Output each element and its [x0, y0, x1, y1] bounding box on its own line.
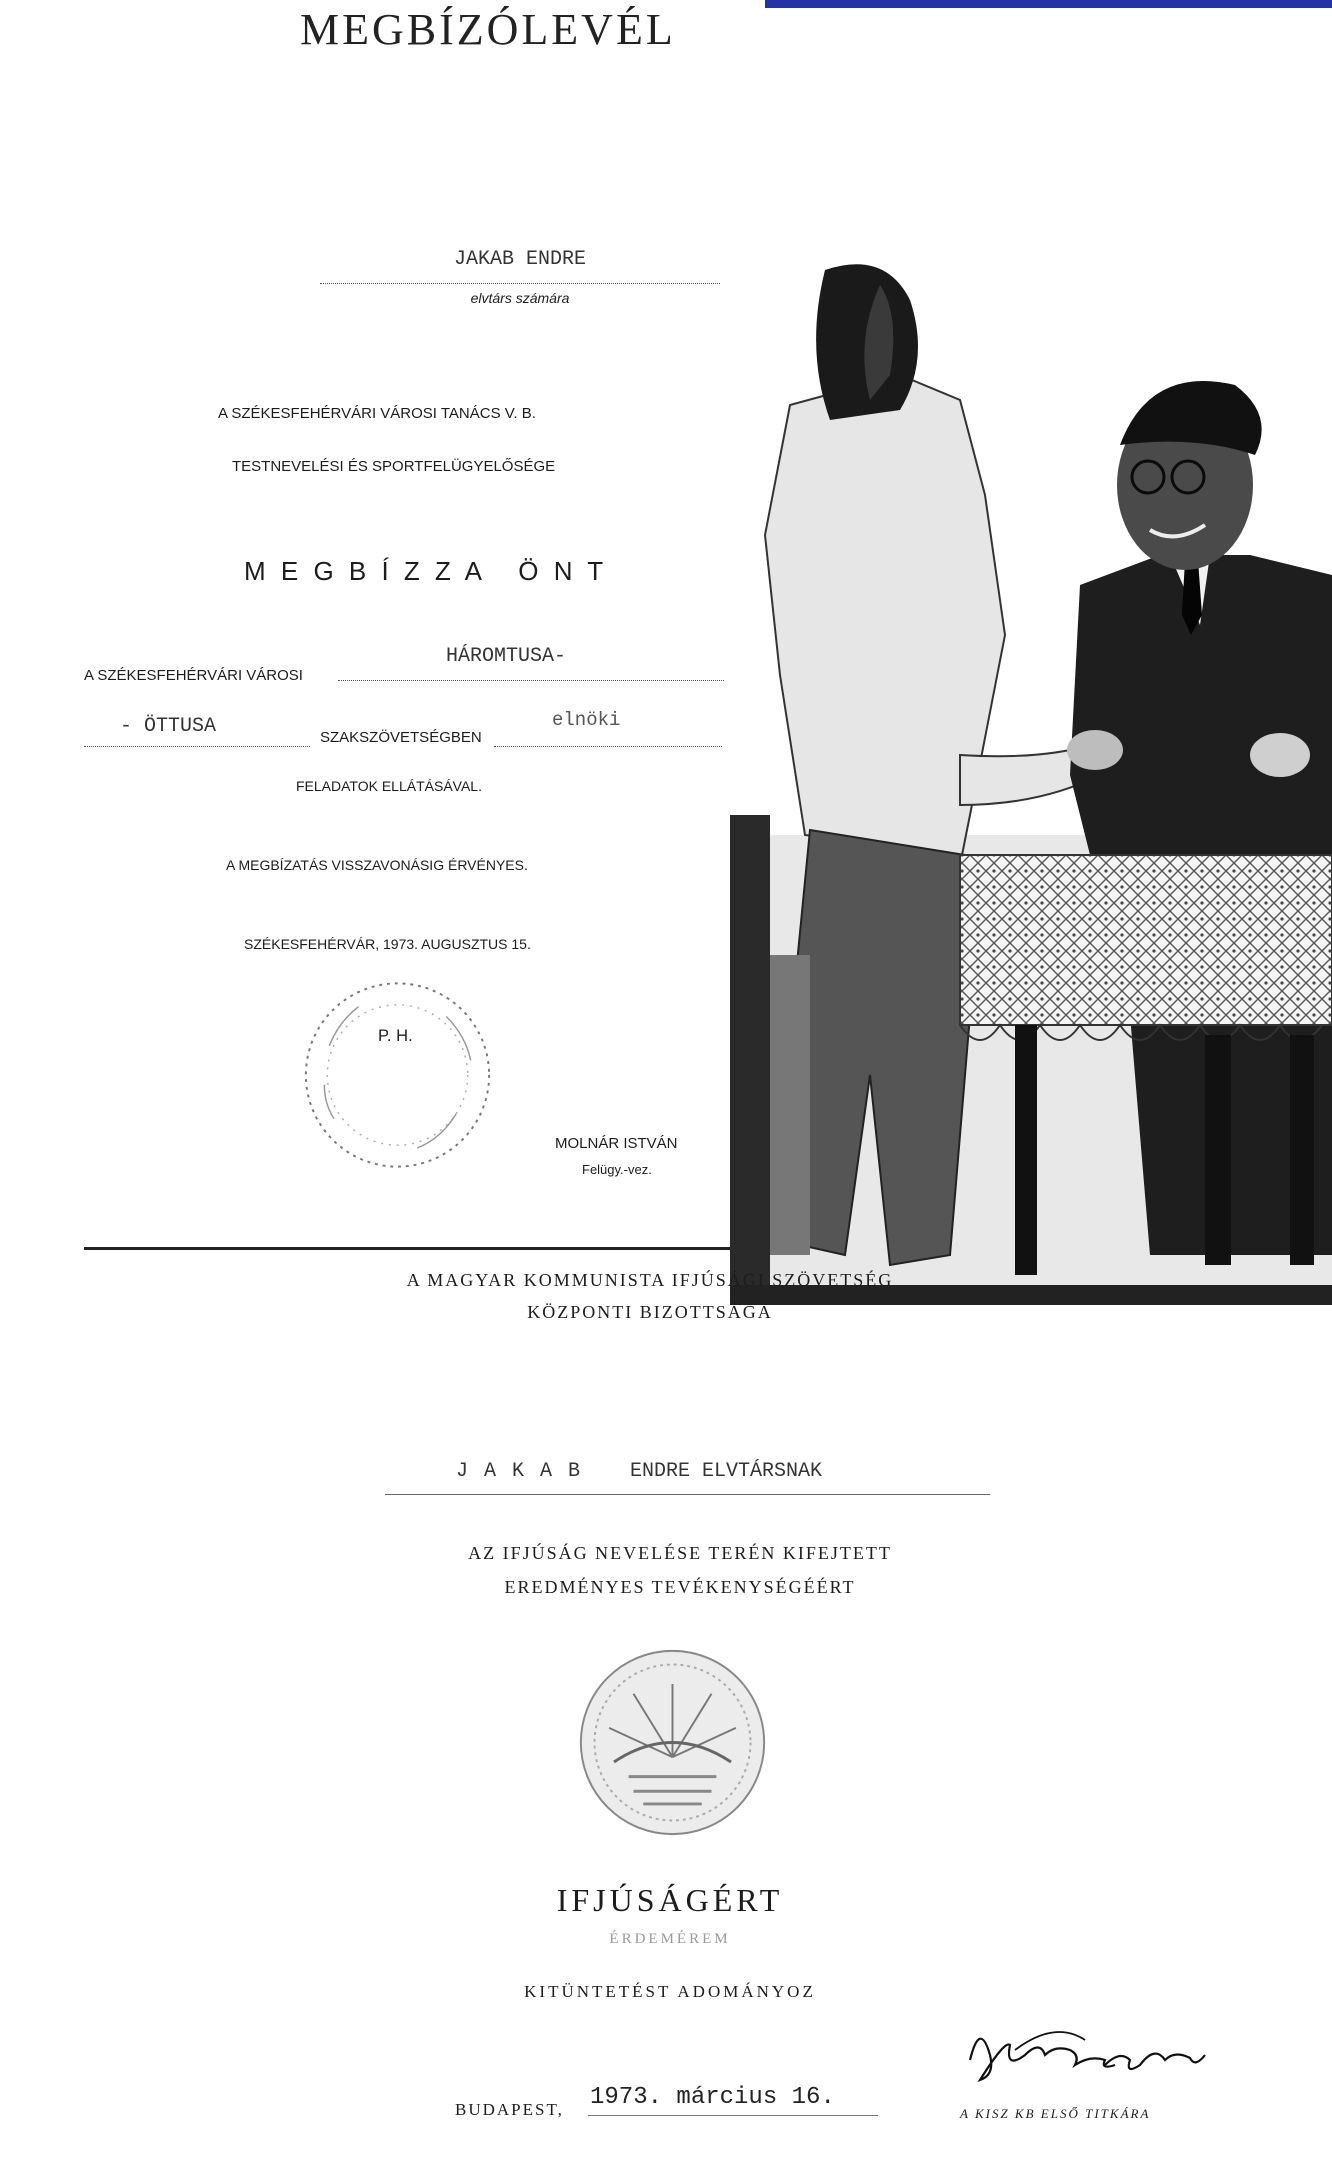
- official-seal-1: [300, 975, 495, 1175]
- duties-text: FELADATOK ELLÁTÁSÁVAL.: [296, 778, 482, 794]
- recipient-name: JAKAB ENDRE: [453, 248, 587, 271]
- award-signatory-title: A KISZ KB ELSŐ TITKÁRA: [960, 2106, 1151, 2121]
- sport-part-2: - ÖTTUSA: [120, 715, 217, 738]
- embossed-seal-2: [575, 1645, 770, 1840]
- handshake-photo: [730, 255, 1332, 1305]
- sport-line-2: [84, 746, 310, 747]
- handwritten-signature: [955, 2015, 1215, 2105]
- issuer-line-1: A SZÉKESFEHÉRVÁRI VÁROSI TANÁCS V. B.: [218, 405, 536, 422]
- recipient-name-line: [320, 283, 720, 284]
- citation-line-1: AZ IFJÚSÁG NEVELÉSE TERÉN KIFEJTETT: [468, 1543, 892, 1563]
- award-issuer-line-2: KÖZPONTI BIZOTTSÁGA: [527, 1302, 773, 1322]
- commission-heading: M E G B Í Z Z A Ö N T: [244, 556, 608, 586]
- award-date-line: [588, 2115, 878, 2116]
- award-issuer-line-1: A MAGYAR KOMMUNISTA IFJÚSÁGI SZÖVETSÉG: [406, 1270, 894, 1290]
- award-place: BUDAPEST,: [455, 2100, 564, 2119]
- field-prefix: A SZÉKESFEHÉRVÁRI VÁROSI: [84, 667, 303, 684]
- role-line: [494, 746, 722, 747]
- validity-text: A MEGBÍZATÁS VISSZAVONÁSIG ÉRVÉNYES.: [226, 857, 528, 873]
- document-title: MEGBÍZÓLEVÉL: [300, 5, 676, 54]
- award-type: ÉRDEMÉREM: [609, 1931, 731, 1947]
- award-date: 1973. március 16.: [590, 2084, 835, 2111]
- signatory-name: MOLNÁR ISTVÁN: [555, 1135, 678, 1152]
- award-recipient-rest: ENDRE ELVTÁRSNAK: [630, 1460, 823, 1483]
- award-recipient-first: J A K A B: [456, 1460, 583, 1483]
- recipient-suffix: elvtárs számára: [470, 290, 570, 306]
- top-edge-bar: [765, 0, 1332, 8]
- seal-label: P. H.: [378, 1025, 413, 1045]
- role-value: elnöki: [552, 709, 621, 731]
- signatory-title: Felügy.-vez.: [582, 1162, 652, 1177]
- federation-label: SZAKSZÖVETSÉGBEN: [320, 729, 482, 746]
- award-action: KITÜNTETÉST ADOMÁNYOZ: [524, 1982, 816, 2001]
- award-name: IFJÚSÁGÉRT: [556, 1882, 784, 1918]
- issuer-line-2: TESTNEVELÉSI ÉS SPORTFELÜGYELŐSÉGE: [232, 458, 556, 475]
- sport-line-1: [338, 680, 724, 681]
- citation-line-2: EREDMÉNYES TEVÉKENYSÉGÉÉRT: [504, 1577, 856, 1597]
- award-recipient-line: [385, 1494, 990, 1495]
- sport-part-1: HÁROMTUSA-: [446, 645, 567, 668]
- place-date: SZÉKESFEHÉRVÁR, 1973. AUGUSZTUS 15.: [244, 936, 531, 952]
